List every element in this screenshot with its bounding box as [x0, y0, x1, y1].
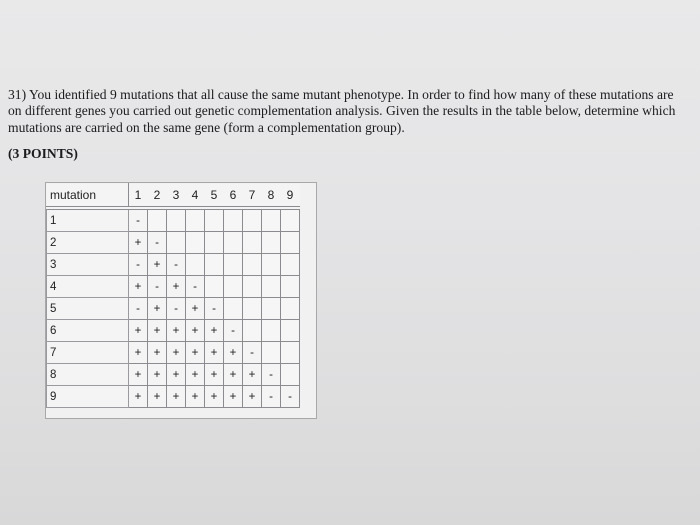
result-cell: + — [205, 386, 224, 408]
result-cell: + — [129, 364, 148, 386]
result-cell: + — [205, 320, 224, 342]
result-cell: + — [129, 276, 148, 298]
row-label: 7 — [47, 342, 129, 364]
empty-cell — [281, 320, 300, 342]
row-label: 9 — [47, 386, 129, 408]
result-cell: - — [262, 386, 281, 408]
result-cell: + — [224, 342, 243, 364]
column-header: 3 — [167, 184, 186, 207]
empty-cell — [167, 232, 186, 254]
empty-cell — [262, 298, 281, 320]
result-cell: + — [148, 254, 167, 276]
result-cell: + — [243, 364, 262, 386]
empty-cell — [205, 254, 224, 276]
result-cell: + — [186, 298, 205, 320]
empty-cell — [205, 232, 224, 254]
table-row — [47, 342, 300, 364]
empty-cell — [224, 276, 243, 298]
empty-cell — [186, 210, 205, 232]
empty-cell — [186, 254, 205, 276]
empty-cell — [281, 254, 300, 276]
row-label: 2 — [47, 232, 129, 254]
result-cell: + — [129, 342, 148, 364]
empty-cell — [281, 276, 300, 298]
row-label: 3 — [47, 254, 129, 276]
row-label: 8 — [47, 364, 129, 386]
result-cell: - — [186, 276, 205, 298]
empty-cell — [281, 364, 300, 386]
empty-cell — [167, 210, 186, 232]
empty-cell — [148, 210, 167, 232]
table-header-row — [47, 184, 300, 207]
column-header: 9 — [281, 184, 300, 207]
empty-cell — [224, 298, 243, 320]
empty-cell — [205, 210, 224, 232]
column-header: 8 — [262, 184, 281, 207]
row-label: 1 — [47, 210, 129, 232]
result-cell: + — [167, 364, 186, 386]
result-cell: + — [243, 386, 262, 408]
empty-cell — [281, 210, 300, 232]
result-cell: + — [167, 342, 186, 364]
empty-cell — [243, 320, 262, 342]
result-cell: + — [129, 320, 148, 342]
empty-cell — [281, 298, 300, 320]
empty-cell — [243, 254, 262, 276]
result-cell: + — [186, 320, 205, 342]
result-cell: + — [148, 298, 167, 320]
result-cell: + — [205, 364, 224, 386]
empty-cell — [224, 232, 243, 254]
result-cell: + — [129, 386, 148, 408]
result-cell: - — [243, 342, 262, 364]
result-cell: + — [186, 386, 205, 408]
result-cell: - — [167, 254, 186, 276]
result-cell: - — [129, 298, 148, 320]
row-label: 6 — [47, 320, 129, 342]
table-row — [47, 276, 300, 298]
result-cell: + — [224, 386, 243, 408]
result-cell: - — [148, 276, 167, 298]
result-cell: + — [148, 342, 167, 364]
result-cell: + — [148, 320, 167, 342]
result-cell: - — [262, 364, 281, 386]
empty-cell — [224, 210, 243, 232]
result-cell: + — [129, 232, 148, 254]
result-cell: - — [205, 298, 224, 320]
column-header: 4 — [186, 184, 205, 207]
empty-cell — [243, 276, 262, 298]
empty-cell — [205, 276, 224, 298]
result-cell: + — [186, 342, 205, 364]
empty-cell — [262, 276, 281, 298]
empty-cell — [243, 232, 262, 254]
result-cell: + — [148, 364, 167, 386]
table-row — [47, 364, 300, 386]
column-header: 2 — [148, 184, 167, 207]
result-cell: + — [167, 320, 186, 342]
row-label: 5 — [47, 298, 129, 320]
table-row — [47, 386, 300, 408]
complementation-table — [46, 183, 300, 408]
empty-cell — [186, 232, 205, 254]
column-header: 7 — [243, 184, 262, 207]
result-cell: + — [167, 386, 186, 408]
empty-cell — [243, 210, 262, 232]
empty-cell — [224, 254, 243, 276]
result-cell: + — [224, 364, 243, 386]
column-header: 5 — [205, 184, 224, 207]
table-row — [47, 298, 300, 320]
table-row — [47, 254, 300, 276]
result-cell: + — [205, 342, 224, 364]
empty-cell — [262, 232, 281, 254]
empty-cell — [262, 254, 281, 276]
row-label: 4 — [47, 276, 129, 298]
result-cell: - — [129, 254, 148, 276]
result-cell: - — [167, 298, 186, 320]
corner-label: mutation — [47, 184, 129, 207]
result-cell: - — [281, 386, 300, 408]
empty-cell — [281, 232, 300, 254]
empty-cell — [262, 210, 281, 232]
empty-cell — [281, 342, 300, 364]
result-cell: + — [167, 276, 186, 298]
table-row — [47, 210, 300, 232]
question-body: 31) You identified 9 mutations that all cause the same mutant phenotype. In order to find how many of these mutations are on different genes you carried out genetic complementation analysis. Given the results in the table below, determine which mutations are carried on the same gene (form a complementation group). — [8, 87, 676, 135]
result-cell: + — [148, 386, 167, 408]
result-cell: - — [129, 210, 148, 232]
column-header: 6 — [224, 184, 243, 207]
result-cell: - — [224, 320, 243, 342]
empty-cell — [262, 320, 281, 342]
table-row — [47, 232, 300, 254]
complementation-table-frame — [45, 182, 317, 419]
question-text — [8, 87, 690, 136]
empty-cell — [243, 298, 262, 320]
empty-cell — [262, 342, 281, 364]
result-cell: - — [148, 232, 167, 254]
result-cell: + — [186, 364, 205, 386]
column-header: 1 — [129, 184, 148, 207]
question-points: (3 POINTS) — [8, 146, 78, 161]
table-row — [47, 320, 300, 342]
